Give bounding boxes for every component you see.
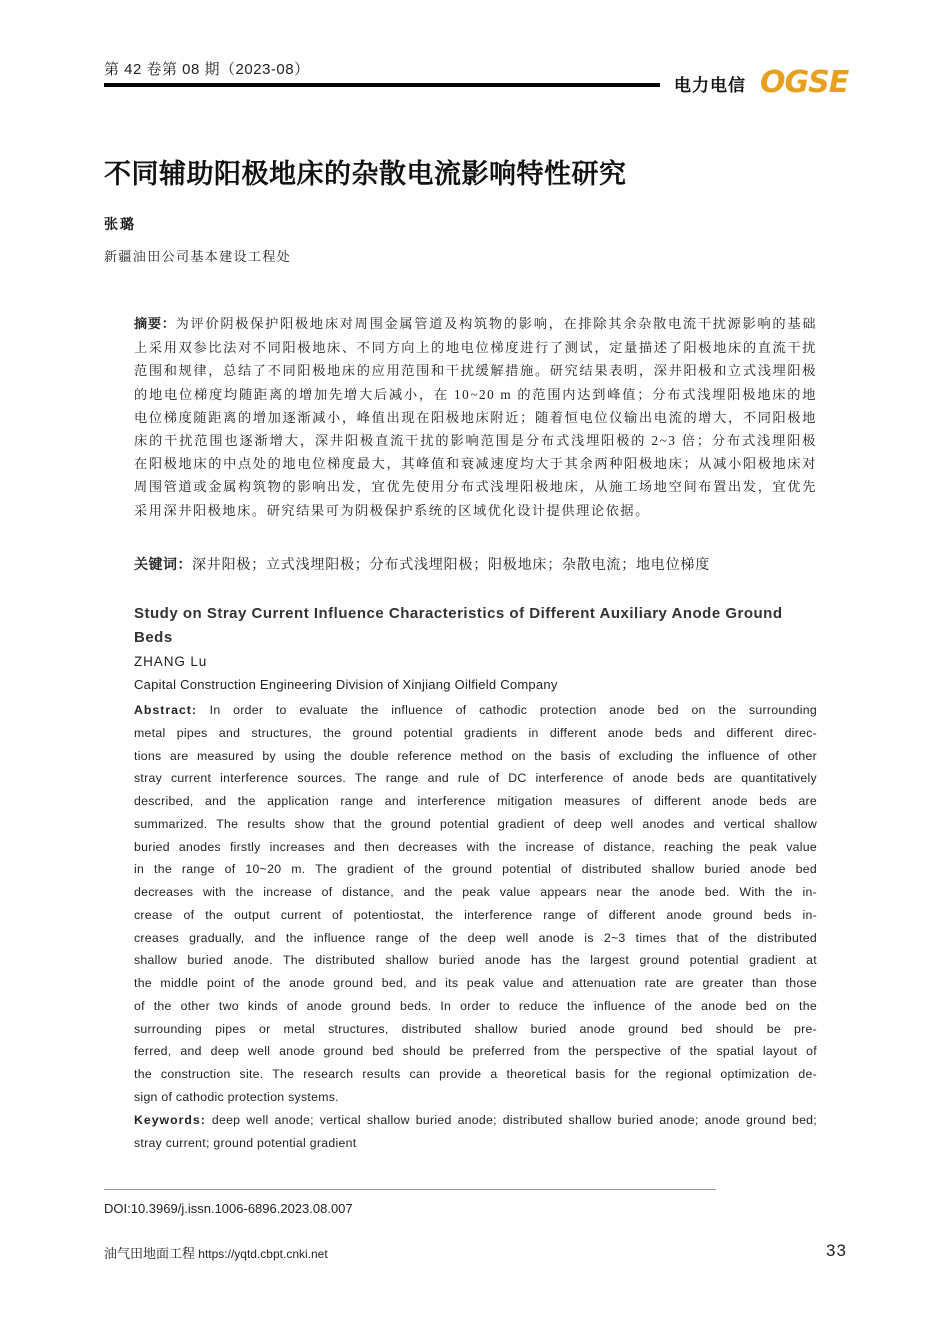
abstract-en-line: shallow buried anode. The distributed shallow buried anode has the largest ground potential gradient at — [134, 953, 817, 968]
affiliation-en: Capital Construction Engineering Division of Xinjiang Oilfield Company — [134, 677, 558, 692]
abstract-en-line: of the other two kinds of anode ground beds. In order to reduce the influence of the anode bed on the — [134, 998, 817, 1013]
keywords-en-text: deep well anode; vertical shallow buried anode; distributed shallow buried anode; anode ground bed; stray current; ground potential gradient — [134, 1113, 817, 1150]
keywords-en — [134, 1109, 817, 1154]
abstract-en-line: crease of the output current of potentiostat, the interference range of different anode ground beds in- — [134, 907, 817, 922]
abstract-en-line: the middle point of the anode ground bed, and its peak value and attenuation rate are greater than those — [134, 976, 817, 990]
doi — [104, 1201, 353, 1216]
abstract-en-line — [134, 699, 817, 722]
abstract-en-label: Abstract: — [134, 703, 197, 717]
abstract-en-first-line: In order to evaluate the influence of cathodic protection anode bed on the surrounding — [209, 703, 817, 717]
page-number: 33 — [826, 1241, 847, 1260]
journal-url[interactable]: https://yqtd.cbpt.cnki.net — [198, 1247, 328, 1261]
affiliation-cn: 新疆油田公司基本建设工程处 — [104, 249, 292, 264]
author-en: ZHANG Lu — [134, 654, 208, 669]
abstract-cn-text: 为评价阴极保护阳极地床对周围金属管道及构筑物的影响，在排除其余杂散电流干扰源影响的基础上采用双参比法对不同阳极地床、不同方向上的地电位梯度进行了测试，定量描述了阳极地床的直流干扰范围和规律，总结了不同阳极地床的应用范围和干扰缓解措施。研究结果表明，深井阳极和立式浅埋阳极的地电位梯度均随距离的增加先增大后减小，在 10~20 m 的范围内达到峰值；分布式浅埋阳极地床的地电位梯度随距离的增加逐渐减小，峰值出现在阳极地床附近；随着恒电位仪输出电流的增大，不同阳极地床的干扰范围也逐渐增大，深井阳极直流干扰的影响范围是分布式浅埋阳极的 2~3 倍；分布式浅埋阳极在阳极地床的中点处的地电位梯度最大，其峰值和衰减速度均大于其余两种阳极地床；从减小阳极地床对周围管道或金属构筑物的影响出发，宜优先使用分布式浅埋阳极地床，从施工场地空间布置出发，宜优先采用深井阳极地床。研究结果可为阴极保护系统的区域优化设计提供理论依据。 — [134, 316, 818, 518]
abstract-en-line: sign of cathodic protection systems. — [134, 1089, 339, 1104]
article-title-en: Study on Stray Current Influence Characteristics of Different Auxiliary Anode Ground Beds — [134, 605, 783, 646]
abstract-cn-label: 摘要： — [134, 317, 176, 332]
abstract-en-line: buried anodes firstly increases and then decreases with the increase of distance, reaching the peak value — [134, 839, 817, 854]
abstract-en-line: stray current interference sources. The range and rule of DC interference of anode beds are quantitatively — [134, 771, 817, 786]
abstract-en-line: in the range of 10~20 m. The gradient of the ground potential of distributed shallow buried anode bed — [134, 862, 817, 877]
header-rule — [104, 83, 660, 87]
keywords-cn-text: 深井阳极；立式浅埋阳极；分布式浅埋阳极；阳极地床；杂散电流；地电位梯度 — [192, 558, 710, 573]
column-name: 电力电信 — [674, 76, 746, 96]
abstract-en-line: creases gradually, and the influence range of the deep well anode is 2~3 times that of the distributed — [134, 930, 817, 945]
abstract-en-line: decreases with the increase of distance, and the peak value appears near the anode bed. With the in- — [134, 885, 817, 899]
doi-link[interactable]: 10.3969/j.issn.1006-6896.2023.08.007 — [130, 1201, 353, 1216]
author-cn: 张璐 — [104, 218, 136, 233]
abstract-en-line: the construction site. The research results can provide a theoretical basis for the regional optimization de- — [134, 1067, 817, 1081]
abstract-en-line: described, and the application range and interference mitigation measures of different anode beds are — [134, 794, 817, 808]
abstract-cn — [134, 312, 817, 522]
ogse-logo — [760, 64, 850, 98]
abstract-en-line: summarized. The results show that the ground potential gradient of deep well anodes and vertical shallow — [134, 816, 817, 831]
abstract-en-line: tions are measured by using the double reference method on the basis of excluding the influence of other — [134, 748, 817, 763]
keywords-en-label: Keywords: — [134, 1113, 206, 1127]
doi-label: DOI: — [104, 1201, 131, 1216]
logo-text: OGSE — [760, 65, 849, 98]
footnote-rule — [104, 1189, 716, 1190]
abstract-en — [134, 699, 817, 1109]
abstract-en-line: surrounding pipes or metal structures, distributed shallow buried anode ground bed should be pre- — [134, 1021, 817, 1036]
keywords-cn — [134, 554, 817, 574]
article-title-cn: 不同辅助阳极地床的杂散电流影响特性研究 — [104, 159, 627, 189]
abstract-en-line: ferred, and deep well anode ground bed should be preferred from the perspective of the spatial layout of — [134, 1044, 817, 1059]
abstract-en-line: metal pipes and structures, the ground potential gradients in different anode beds and different direc- — [134, 725, 817, 740]
journal-footer — [104, 1243, 328, 1262]
journal-name: 油气田地面工程 — [104, 1246, 196, 1261]
keywords-cn-label: 关键词： — [134, 557, 192, 573]
issue-info: 第 42 卷第 08 期（2023-08） — [104, 61, 310, 78]
